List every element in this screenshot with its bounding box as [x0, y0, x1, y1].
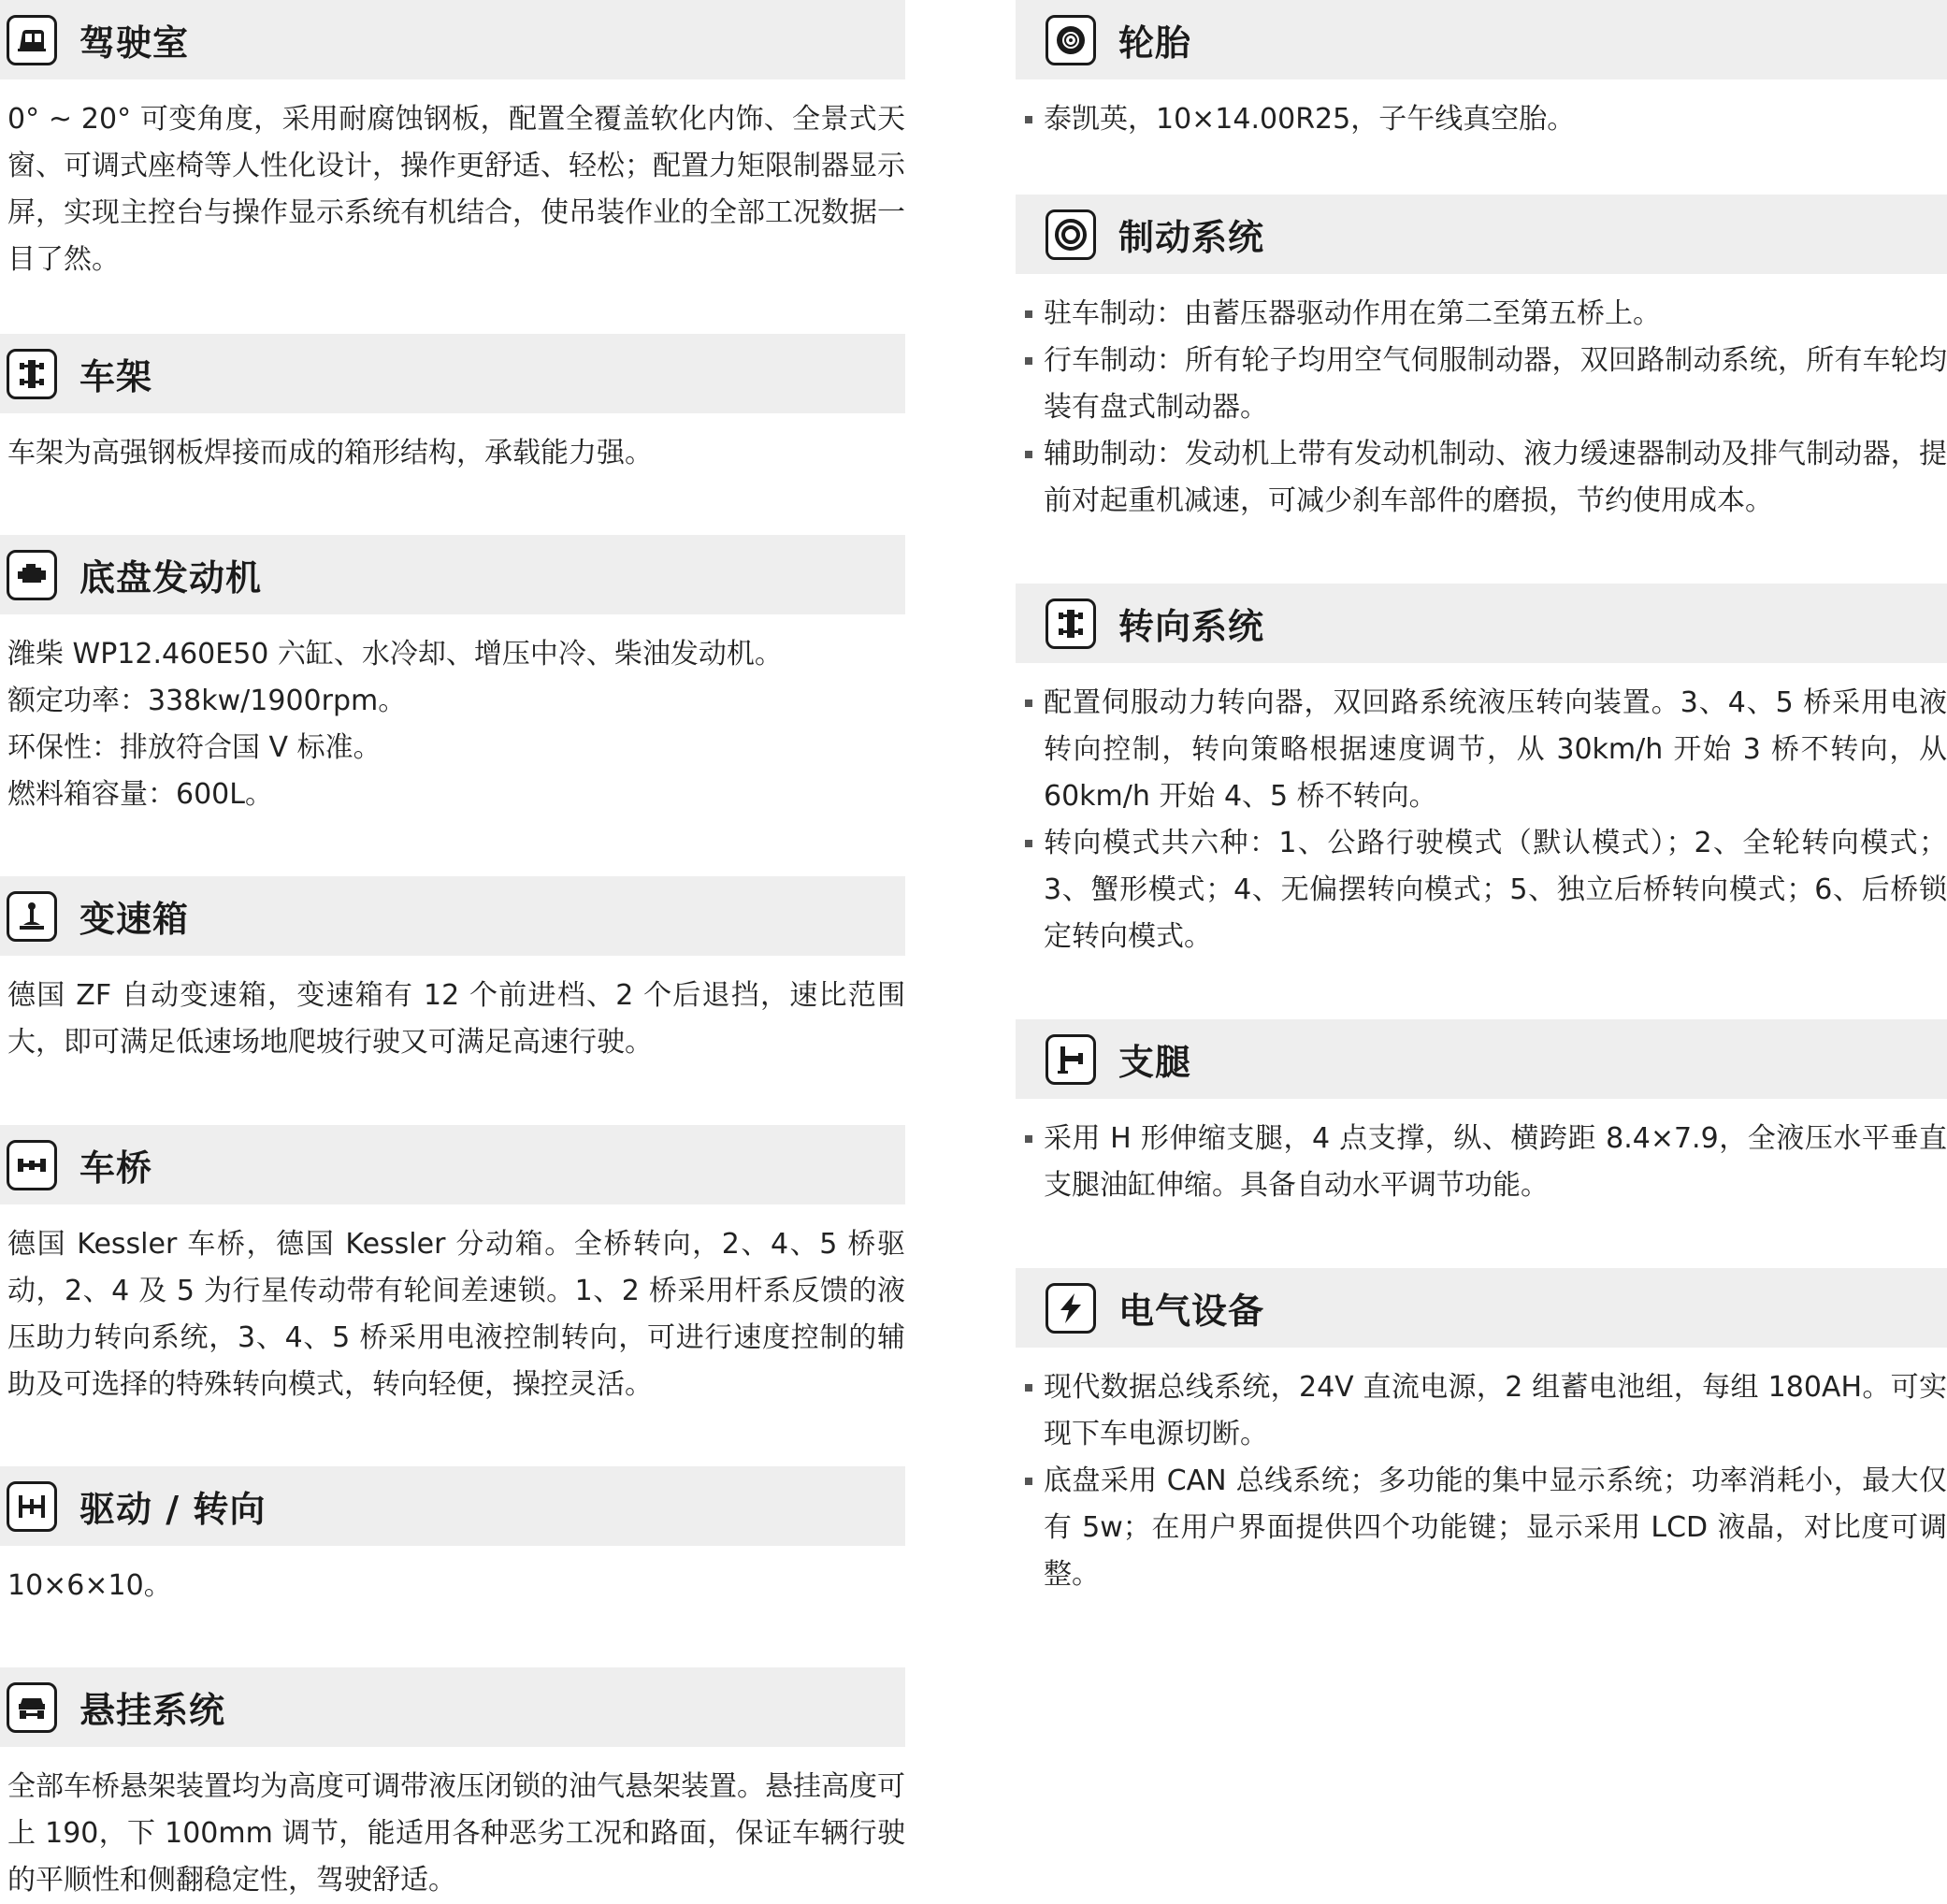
section-title: 电气设备 — [1118, 1291, 1265, 1332]
paragraph: 10×6×10。 — [7, 1569, 172, 1602]
axle-icon — [7, 1140, 57, 1190]
list-item: 采用 H 形伸缩支腿，4 点支撑，纵、横跨距 8.4×7.9，全液压水平垂直支腿油缸伸缩。具备自动水平调节功能。 — [1016, 1116, 1947, 1209]
steering-icon — [1046, 599, 1096, 649]
gearshift-icon — [7, 891, 57, 942]
section-header — [0, 1466, 905, 1546]
bullet-list — [1016, 680, 1947, 960]
list-item: 现代数据总线系统，24V 直流电源，2 组蓄电池组，每组 180AH。可实现下车电源切断。 — [1016, 1364, 1947, 1458]
section-title: 驱动 / 转向 — [79, 1489, 267, 1530]
list-item: 转向模式共六种：1、公路行驶模式（默认模式）；2、全轮转向模式；3、蟹形模式；4、无偏摆转向模式；5、独立后桥转向模式；6、后桥锁定转向模式。 — [1016, 820, 1947, 960]
section-title: 支腿 — [1118, 1042, 1192, 1083]
suspension-icon — [7, 1682, 57, 1733]
list-item: 驻车制动：由蓄压器驱动作用在第二至第五桥上。 — [1016, 291, 1947, 338]
section-title: 转向系统 — [1118, 606, 1265, 647]
section-body — [0, 79, 905, 283]
section-body — [1016, 1348, 1947, 1598]
section-body — [1016, 1099, 1947, 1209]
section-title: 变速箱 — [79, 899, 190, 940]
section-title: 车桥 — [79, 1147, 153, 1189]
section-header — [1016, 1268, 1947, 1348]
section-brake — [1016, 195, 1947, 525]
bullet-list — [1016, 291, 1947, 525]
section-drive — [0, 1466, 905, 1609]
section-header — [0, 876, 905, 956]
section-axle — [0, 1125, 905, 1408]
section-body — [1016, 663, 1947, 960]
frame-icon — [7, 349, 57, 399]
section-steering — [1016, 584, 1947, 960]
section-title: 悬挂系统 — [79, 1690, 226, 1731]
section-header — [0, 334, 905, 413]
paragraph: 额定功率：338kw/1900rpm。 — [7, 685, 407, 717]
section-body — [0, 614, 905, 818]
list-item: 行车制动：所有轮子均用空气伺服制动器，双回路制动系统，所有车轮均装有盘式制动器。 — [1016, 338, 1947, 431]
list-item: 配置伺服动力转向器，双回路系统液压转向装置。3、4、5 桥采用电液转向控制，转向策略根据速度调节，从 30km/h 开始 3 桥不转向，从 60km/h 开始 4、5 桥不转向。 — [1016, 680, 1947, 820]
section-cab — [0, 0, 905, 283]
paragraph: 全部车桥悬架装置均为高度可调带液压闭锁的油气悬架装置。悬挂高度可上 190，下 100mm 调节，能适用各种恶劣工况和路面，保证车辆行驶的平顺性和侧翻稳定性，驾驶舒适。 — [7, 1770, 905, 1897]
section-outrigger — [1016, 1019, 1947, 1209]
paragraph: 潍柴 WP12.460E50 六缸、水冷却、增压中冷、柴油发动机。 — [7, 638, 783, 671]
outrigger-icon — [1046, 1034, 1096, 1085]
drive-icon — [7, 1481, 57, 1532]
section-body — [0, 1204, 905, 1408]
section-header — [1016, 584, 1947, 663]
section-header — [0, 1125, 905, 1204]
brake-icon — [1046, 209, 1096, 260]
section-title: 轮胎 — [1118, 22, 1192, 64]
section-body — [1016, 274, 1947, 525]
section-title: 制动系统 — [1118, 217, 1265, 258]
section-suspension — [0, 1667, 905, 1904]
paragraph: 德国 Kessler 车桥，德国 Kessler 分动箱。全桥转向，2、4、5 桥驱动，2、4 及 5 为行星传动带有轮间差速锁。1、2 桥采用杆系反馈的液压助力转向系统，3、4、5 桥采用电液控制转向，可进行速度控制的辅助及可选择的特殊转向模式，转向轻便，操控灵活。 — [7, 1228, 905, 1401]
section-header — [0, 535, 905, 614]
section-gearbox — [0, 876, 905, 1066]
section-body — [0, 413, 905, 477]
paragraph: 0° ~ 20° 可变角度，采用耐腐蚀钢板，配置全覆盖软化内饰、全景式天窗、可调式座椅等人性化设计，操作更舒适、轻松；配置力矩限制器显示屏，实现主控台与操作显示系统有机结合，使吊装作业的全部工况数据一目了然。 — [7, 103, 905, 276]
list-item: 辅助制动：发动机上带有发动机制动、液力缓速器制动及排气制动器，提前对起重机减速，可减少刹车部件的磨损，节约使用成本。 — [1016, 431, 1947, 525]
paragraph: 德国 ZF 自动变速箱，变速箱有 12 个前进档、2 个后退挡，速比范围大，即可满足低速场地爬坡行驶又可满足高速行驶。 — [7, 979, 905, 1059]
tire-icon — [1046, 15, 1096, 65]
section-frame — [0, 334, 905, 477]
section-electrical — [1016, 1268, 1947, 1598]
section-header — [0, 1667, 905, 1747]
paragraph: 燃料箱容量：600L。 — [7, 778, 273, 811]
section-body — [0, 1747, 905, 1904]
section-title: 车架 — [79, 356, 153, 397]
paragraph: 环保性：排放符合国 V 标准。 — [7, 731, 382, 764]
paragraph: 车架为高强钢板焊接而成的箱形结构，承载能力强。 — [7, 437, 653, 469]
cab-icon — [7, 15, 57, 65]
engine-icon — [7, 550, 57, 600]
section-title: 驾驶室 — [79, 22, 190, 64]
bullet-list — [1016, 96, 1947, 143]
section-body — [0, 956, 905, 1066]
section-header — [1016, 195, 1947, 274]
section-body — [0, 1546, 905, 1609]
section-header — [1016, 0, 1947, 79]
bullet-list — [1016, 1364, 1947, 1598]
section-header — [0, 0, 905, 79]
section-title: 底盘发动机 — [79, 557, 263, 599]
list-item: 底盘采用 CAN 总线系统；多功能的集中显示系统；功率消耗小，最大仅有 5w；在用户界面提供四个功能键；显示采用 LCD 液晶，对比度可调整。 — [1016, 1458, 1947, 1598]
bullet-list — [1016, 1116, 1947, 1209]
section-body — [1016, 79, 1947, 143]
list-item: 泰凯英，10×14.00R25，子午线真空胎。 — [1016, 96, 1947, 143]
section-tire — [1016, 0, 1947, 143]
section-header — [1016, 1019, 1947, 1099]
section-engine — [0, 535, 905, 818]
lightning-icon — [1046, 1283, 1096, 1334]
